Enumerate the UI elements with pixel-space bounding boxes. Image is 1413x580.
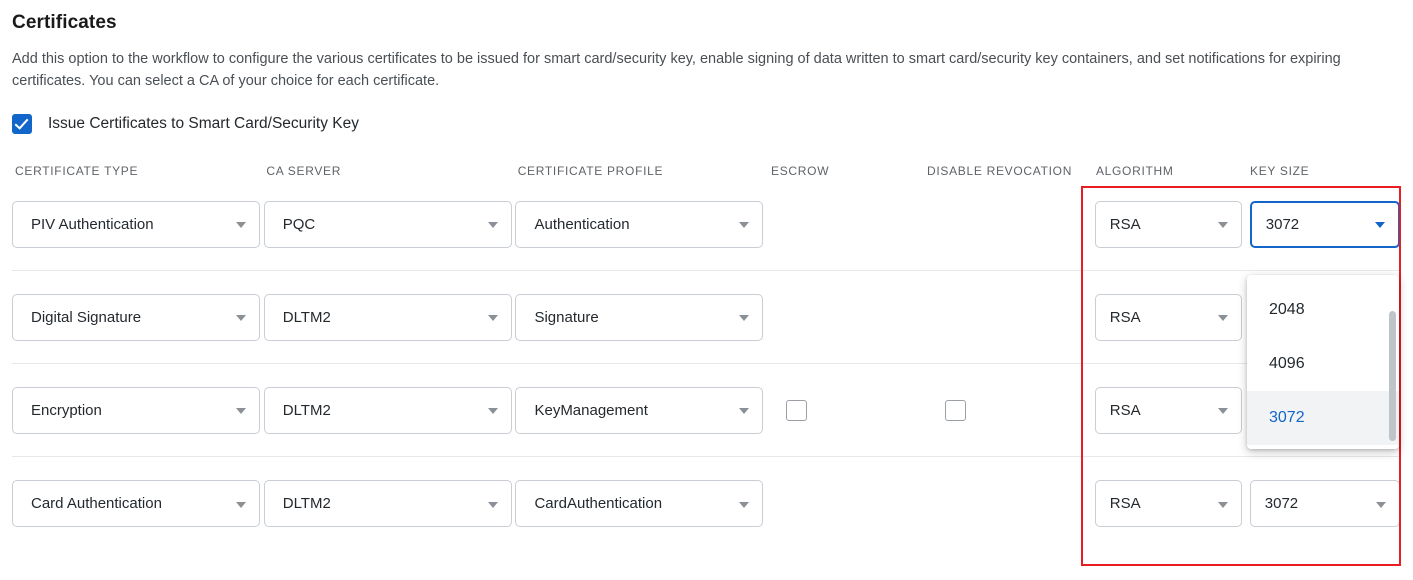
algorithm-value: RSA [1109, 308, 1141, 326]
table-row [12, 271, 1401, 364]
key-size-dropdown-menu[interactable] [1247, 275, 1399, 449]
page-description: Add this option to the workflow to configure the various certificates to be issued for smart card/security key, enable signing of data written to smart card/security key containers, and set notifications for expiring certificates. You can select a CA of your choice for each certificate. [12, 51, 1341, 89]
chevron-down-icon [739, 315, 749, 321]
key-size-value: 3072 [1264, 495, 1299, 512]
certificate-type-value: Card Authentication [31, 495, 162, 512]
chevron-down-icon [739, 408, 749, 414]
header-disable-revocation: DISABLE REVOCATION [926, 164, 1073, 178]
ca-server-value: PQC [282, 215, 316, 233]
cell-algorithm [1085, 201, 1242, 248]
chevron-down-icon [236, 315, 246, 321]
header-algorithm: ALGORITHM [1095, 164, 1174, 178]
chevron-down-icon [236, 502, 246, 508]
chevron-down-icon [236, 222, 246, 228]
algorithm-value: RSA [1109, 215, 1141, 233]
key-size-select[interactable] [1250, 480, 1400, 527]
ca-server-select[interactable] [264, 387, 512, 434]
table-row [12, 364, 1401, 457]
disable-revocation-checkbox[interactable] [945, 400, 966, 421]
certificate-profile-select[interactable] [515, 480, 763, 527]
issue-certificates-label: Issue Certificates to Smart Card/Security Key [48, 115, 359, 132]
chevron-down-icon [1375, 222, 1385, 228]
cell-algorithm [1085, 480, 1242, 527]
header-certificate-profile: CERTIFICATE PROFILE [517, 164, 664, 178]
algorithm-select[interactable] [1095, 294, 1242, 341]
algorithm-value: RSA [1109, 495, 1141, 512]
key-size-option-4096[interactable]: 4096 [1269, 355, 1305, 372]
key-size-value: 3072 [1265, 215, 1300, 233]
cell-certificate-type [12, 201, 264, 248]
certificate-type-select[interactable] [12, 387, 260, 434]
chevron-down-icon [1218, 222, 1228, 228]
dropdown-scrollbar[interactable] [1389, 311, 1396, 441]
header-key-size: KEY SIZE [1249, 164, 1310, 178]
issue-certificates-row [12, 114, 1401, 134]
table-header-row [12, 154, 1401, 178]
certificate-profile-value: KeyManagement [534, 401, 648, 419]
chevron-down-icon [1218, 408, 1228, 414]
chevron-down-icon [739, 502, 749, 508]
chevron-down-icon [488, 315, 498, 321]
chevron-down-icon [1218, 315, 1228, 321]
cell-key-size [1242, 480, 1401, 527]
certificates-table [12, 154, 1401, 550]
certificate-type-select[interactable] [12, 201, 260, 248]
algorithm-value: RSA [1109, 401, 1141, 419]
issue-certificates-checkbox[interactable] [12, 114, 32, 134]
certificate-profile-select[interactable] [515, 294, 763, 341]
certificate-type-select[interactable] [12, 294, 260, 341]
cell-certificate-profile [515, 294, 769, 341]
certificate-profile-value: CardAuthentication [534, 495, 663, 512]
table-row [12, 178, 1401, 271]
certificate-type-select[interactable] [12, 480, 260, 527]
cell-certificate-profile [515, 201, 769, 248]
algorithm-select[interactable] [1095, 201, 1242, 248]
header-escrow: ESCROW [771, 164, 830, 178]
ca-server-select[interactable] [264, 294, 512, 341]
chevron-down-icon [488, 502, 498, 508]
chevron-down-icon [488, 222, 498, 228]
chevron-down-icon [1376, 502, 1386, 508]
header-certificate-type: CERTIFICATE TYPE [15, 164, 139, 178]
certificate-type-value: Encryption [31, 401, 102, 419]
cell-certificate-type [12, 294, 264, 341]
certificate-profile-select[interactable] [515, 387, 763, 434]
ca-server-select[interactable] [264, 201, 512, 248]
certificate-type-value: PIV Authentication [31, 215, 154, 233]
cell-disable-revocation [925, 400, 1084, 421]
key-size-option-2048[interactable]: 2048 [1269, 301, 1305, 318]
chevron-down-icon [1218, 502, 1228, 508]
table-row [12, 457, 1401, 550]
cell-ca-server [264, 294, 516, 341]
cell-ca-server [264, 387, 516, 434]
key-size-select[interactable] [1250, 201, 1400, 248]
certificate-profile-value: Authentication [534, 215, 630, 233]
page-title: Certificates [12, 12, 117, 33]
certificate-profile-select[interactable] [515, 201, 763, 248]
escrow-checkbox[interactable] [786, 400, 807, 421]
ca-server-select[interactable] [264, 480, 512, 527]
certificates-page [0, 12, 1413, 580]
ca-server-value: DLTM2 [282, 401, 331, 419]
cell-certificate-type [12, 387, 264, 434]
chevron-down-icon [739, 222, 749, 228]
cell-certificate-type [12, 480, 264, 527]
cell-escrow [769, 400, 925, 421]
algorithm-select[interactable] [1095, 387, 1242, 434]
cell-ca-server [264, 201, 516, 248]
cell-certificate-profile [515, 480, 769, 527]
ca-server-value: DLTM2 [282, 308, 331, 326]
cell-key-size [1242, 201, 1401, 248]
certificate-profile-value: Signature [534, 308, 599, 326]
chevron-down-icon [236, 408, 246, 414]
cell-algorithm [1085, 294, 1242, 341]
algorithm-select[interactable] [1095, 480, 1242, 527]
ca-server-value: DLTM2 [282, 495, 331, 512]
key-size-option-3072[interactable]: 3072 [1247, 391, 1399, 445]
cell-ca-server [264, 480, 516, 527]
cell-algorithm [1085, 387, 1242, 434]
certificate-type-value: Digital Signature [31, 308, 142, 326]
header-ca-server: CA SERVER [266, 164, 342, 178]
cell-certificate-profile [515, 387, 769, 434]
chevron-down-icon [488, 408, 498, 414]
